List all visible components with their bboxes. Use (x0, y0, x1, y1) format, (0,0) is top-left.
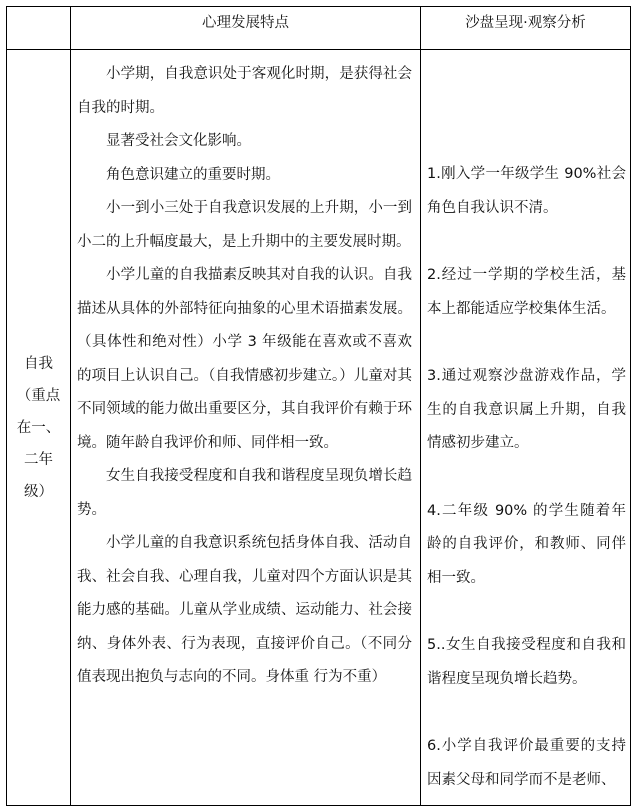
characteristic-paragraph: 小一到小三处于自我意识发展的上升期，小一到小二的上升幅度最大，是上升期中的主要发展时期。 (77, 200, 412, 250)
topic-line: 二年 (24, 451, 53, 468)
header-cell-characteristics: 心理发展特点 (71, 7, 421, 50)
document-table (6, 6, 631, 806)
characteristic-paragraph: 小学儿童的自我意识系统包括身体自我、活动自我、社会自我、心理自我，儿童对四个方面认识是其能力感的基础。儿童从学业成绩、运动能力、社会接纳、身体外表、行为表现，直接评价自己。（不同分值表现出抱负与志向的不同。身体重 行为不重） (77, 535, 412, 685)
header-cell-empty (7, 7, 71, 50)
topic-line: （重点 (16, 387, 61, 404)
observation-cell (421, 50, 631, 806)
characteristics-cell (71, 50, 421, 806)
observation-item: 2.经过一学期的学校生活，基本上都能适应学校集体生活。 (427, 267, 626, 317)
characteristic-paragraph: 角色意识建立的重要时期。 (106, 166, 280, 183)
observation-item: 6.小学自我评价最重要的支持因素父母和同学而不是老师、 (427, 738, 626, 788)
characteristic-paragraph: 女生自我接受程度和自我和谐程度呈现负增长趋势。 (77, 468, 412, 518)
header-cell-observation: 沙盘呈现·观察分析 (421, 7, 631, 50)
characteristic-paragraph: 小学期，自我意识处于客观化时期，是获得社会自我的时期。 (77, 66, 412, 116)
characteristic-paragraph: 小学儿童的自我描素反映其对自我的认识。自我描述从具体的外部特征向抽象的心里术语描素发展。（具体性和绝对性）小学 3 年级能在喜欢或不喜欢的项目上认识自己。（自我情感初步建立。）儿童对其不同领域的能力做出重要区分，其自我评价有赖于环境。随年龄自我评价和师、同伴相一致。 (77, 267, 412, 451)
observation-item: 5..女生自我接受程度和自我和谐程度呈现负增长趋势。 (427, 637, 626, 687)
header-row (7, 7, 631, 50)
topic-line: 自我 (24, 355, 53, 372)
topic-line: 在一、 (16, 419, 61, 436)
observation-item: 4.二年级 90% 的学生随着年龄的自我评价，和教师、同伴相一致。 (427, 502, 626, 586)
topic-cell (7, 50, 71, 806)
observation-item: 3.通过观察沙盘游戏作品，学生的自我意识属上升期，自我情感初步建立。 (427, 368, 626, 451)
self-row (7, 50, 631, 806)
topic-line: 级） (24, 483, 53, 500)
characteristic-paragraph: 显著受社会文化影响。 (106, 133, 251, 149)
observation-item: 1.刚入学一年级学生 90%社会角色自我认识不清。 (427, 166, 626, 216)
